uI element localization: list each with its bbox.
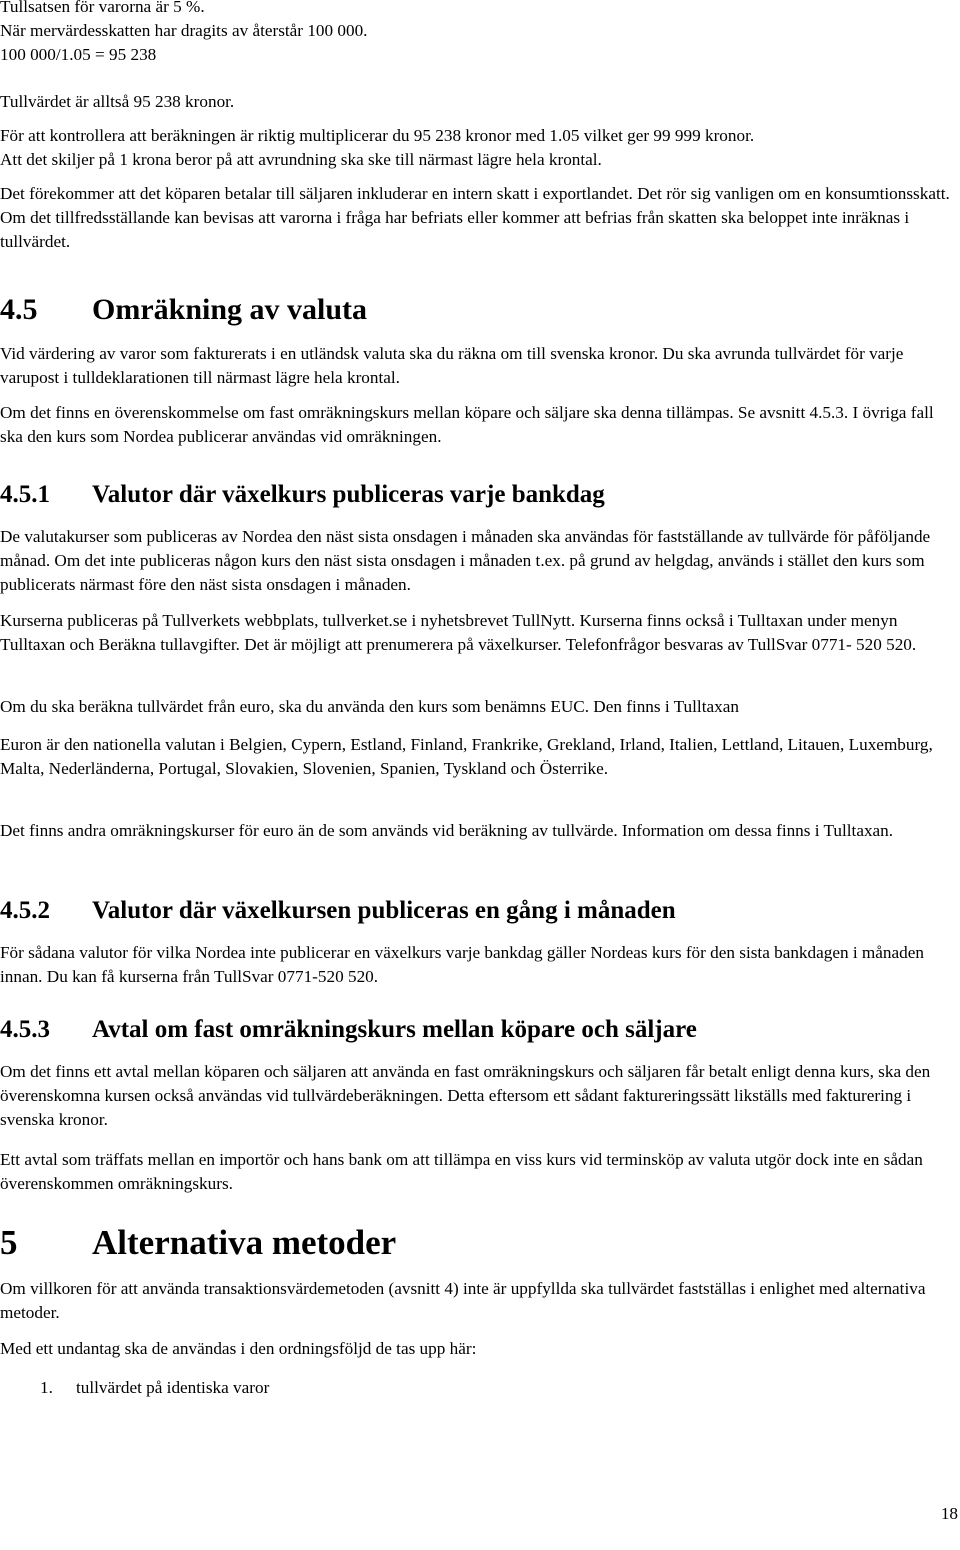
section-number: 5 <box>0 1223 18 1262</box>
section-4-5-1-paragraph-1: De valutakurser som publiceras av Nordea den näst sista onsdagen i månaden ska användas för fastställande av tullvärde för påföljande månad. Om det inte publiceras någon kurs den näst sista onsdagen i månaden t.ex. på grund av helgdag, används i stället den kurs som publicerats närmast före den näst sista onsdagen i månaden. <box>0 527 931 594</box>
section-4-5-paragraph-1: Vid värdering av varor som fakturerats i en utländsk valuta ska du räkna om till svenska kronor. Du ska avrunda tullvärdet för varje varupost i tulldeklarationen till närmast lägre hela krontal. <box>0 344 904 387</box>
list-item-number: 1. <box>40 1378 53 1397</box>
section-title: Avtal om fast omräkningskurs mellan köpare och säljare <box>92 1016 697 1043</box>
section-title: Alternativa metoder <box>92 1223 397 1262</box>
section-4-5-1-paragraph-4: Euron är den nationella valutan i Belgien, Cypern, Estland, Finland, Frankrike, Grekland, Irland, Italien, Lettland, Litauen, Luxemburg, Malta, Nederländerna, Portugal, Slovakien, Slovenien, Spanien, Tyskland och Österrike. <box>0 735 933 778</box>
section-4-5-3-paragraph-2: Ett avtal som träffats mellan en importör och hans bank om att tillämpa en viss kurs vid terminsköp av valuta utgör dock inte en sådan överenskommen omräkningskurs. <box>0 1150 923 1193</box>
section-5-paragraph-1: Om villkoren för att använda transaktionsvärdemetoden (avsnitt 4) inte är uppfyllda ska tullvärdet fastställas i enlighet med alternativa metoder. <box>0 1279 926 1322</box>
tullvarde-text: Tullvärdet är alltså 95 238 kronor. <box>0 92 235 111</box>
section-number: 4.5 <box>0 293 38 326</box>
kontroll-line-1: För att kontrollera att beräkningen är riktig multiplicerar du 95 238 kronor med 1.05 vilket ger 99 999 kronor. <box>0 126 755 145</box>
section-4-5-1-paragraph-2: Kurserna publiceras på Tullverkets webbplats, tullverket.se i nyhetsbrevet TullNytt. Kurserna finns också i Tulltaxan under menyn Tulltaxan och Beräkna tullavgifter. Det är möjligt att prenumerera på växelkurser. Telefonfrågor besvaras av TullSvar 0771- 520 520. <box>0 611 917 654</box>
section-title: Omräkning av valuta <box>92 293 368 326</box>
intro-line-1: Tullsatsen för varorna är 5 %. <box>0 0 205 16</box>
section-4-5-paragraph-2: Om det finns en överenskommelse om fast omräkningskurs mellan köpare och säljare ska denna tillämpas. Se avsnitt 4.5.3. I övriga fall ska den kurs som Nordea publicerar användas vid omräkningen. <box>0 403 934 446</box>
kontroll-line-2: Att det skiljer på 1 krona beror på att avrundning ska ske till närmast lägre hela krontal. <box>0 150 602 169</box>
section-4-5-heading <box>0 292 367 328</box>
section-5-paragraph-2: Med ett undantag ska de användas i den ordningsföljd de tas upp här: <box>0 1339 477 1358</box>
section-4-5-2-paragraph-1: För sådana valutor för vilka Nordea inte publicerar en växelkurs varje bankdag gäller Nordeas kurs för den sista bankdagen i månaden innan. Du kan få kurserna från TullSvar 0771-520 520. <box>0 943 924 986</box>
section-number: 4.5.2 <box>0 897 50 924</box>
intro-line-3: 100 000/1.05 = 95 238 <box>0 45 157 64</box>
section-4-5-1-paragraph-5: Det finns andra omräkningskurser för euro än de som används vid beräkning av tullvärde. Information om dessa finns i Tulltaxan. <box>0 821 894 840</box>
list-item-text: tullvärdet på identiska varor <box>76 1378 270 1397</box>
page-number: 18 <box>940 1504 958 1523</box>
section-5-heading <box>0 1222 396 1264</box>
intro-line-2: När mervärdesskatten har dragits av återstår 100 000. <box>0 21 368 40</box>
section-4-5-1-heading <box>0 479 605 511</box>
section-4-5-3-heading <box>0 1014 697 1046</box>
section-4-5-1-paragraph-3: Om du ska beräkna tullvärdet från euro, ska du använda den kurs som benämns EUC. Den finns i Tulltaxan <box>0 697 739 716</box>
section-4-5-2-heading <box>0 895 676 927</box>
forekommer-paragraph: Det förekommer att det köparen betalar till säljaren inkluderar en intern skatt i exportlandet. Det rör sig vanligen om en konsumtionsskatt. Om det tillfredsställande kan bevisas att varorna i fråga har befriats eller kommer att befrias från skatten ska beloppet inte inräknas i tullvärdet. <box>0 184 950 251</box>
list-item <box>40 1376 269 1400</box>
section-title: Valutor där växelkurs publiceras varje bankdag <box>92 481 605 508</box>
section-number: 4.5.3 <box>0 1016 50 1043</box>
section-4-5-3-paragraph-1: Om det finns ett avtal mellan köparen och säljaren att använda en fast omräkningskurs och säljaren får betalt enligt denna kurs, ska den överenskomna kursen också användas vid tullvärdeberäkningen. Detta eftersom ett sådant faktureringssätt likställs med fakturering i svenska kronor. <box>0 1062 931 1129</box>
section-title: Valutor där växelkursen publiceras en gång i månaden <box>92 897 676 924</box>
section-number: 4.5.1 <box>0 481 50 508</box>
